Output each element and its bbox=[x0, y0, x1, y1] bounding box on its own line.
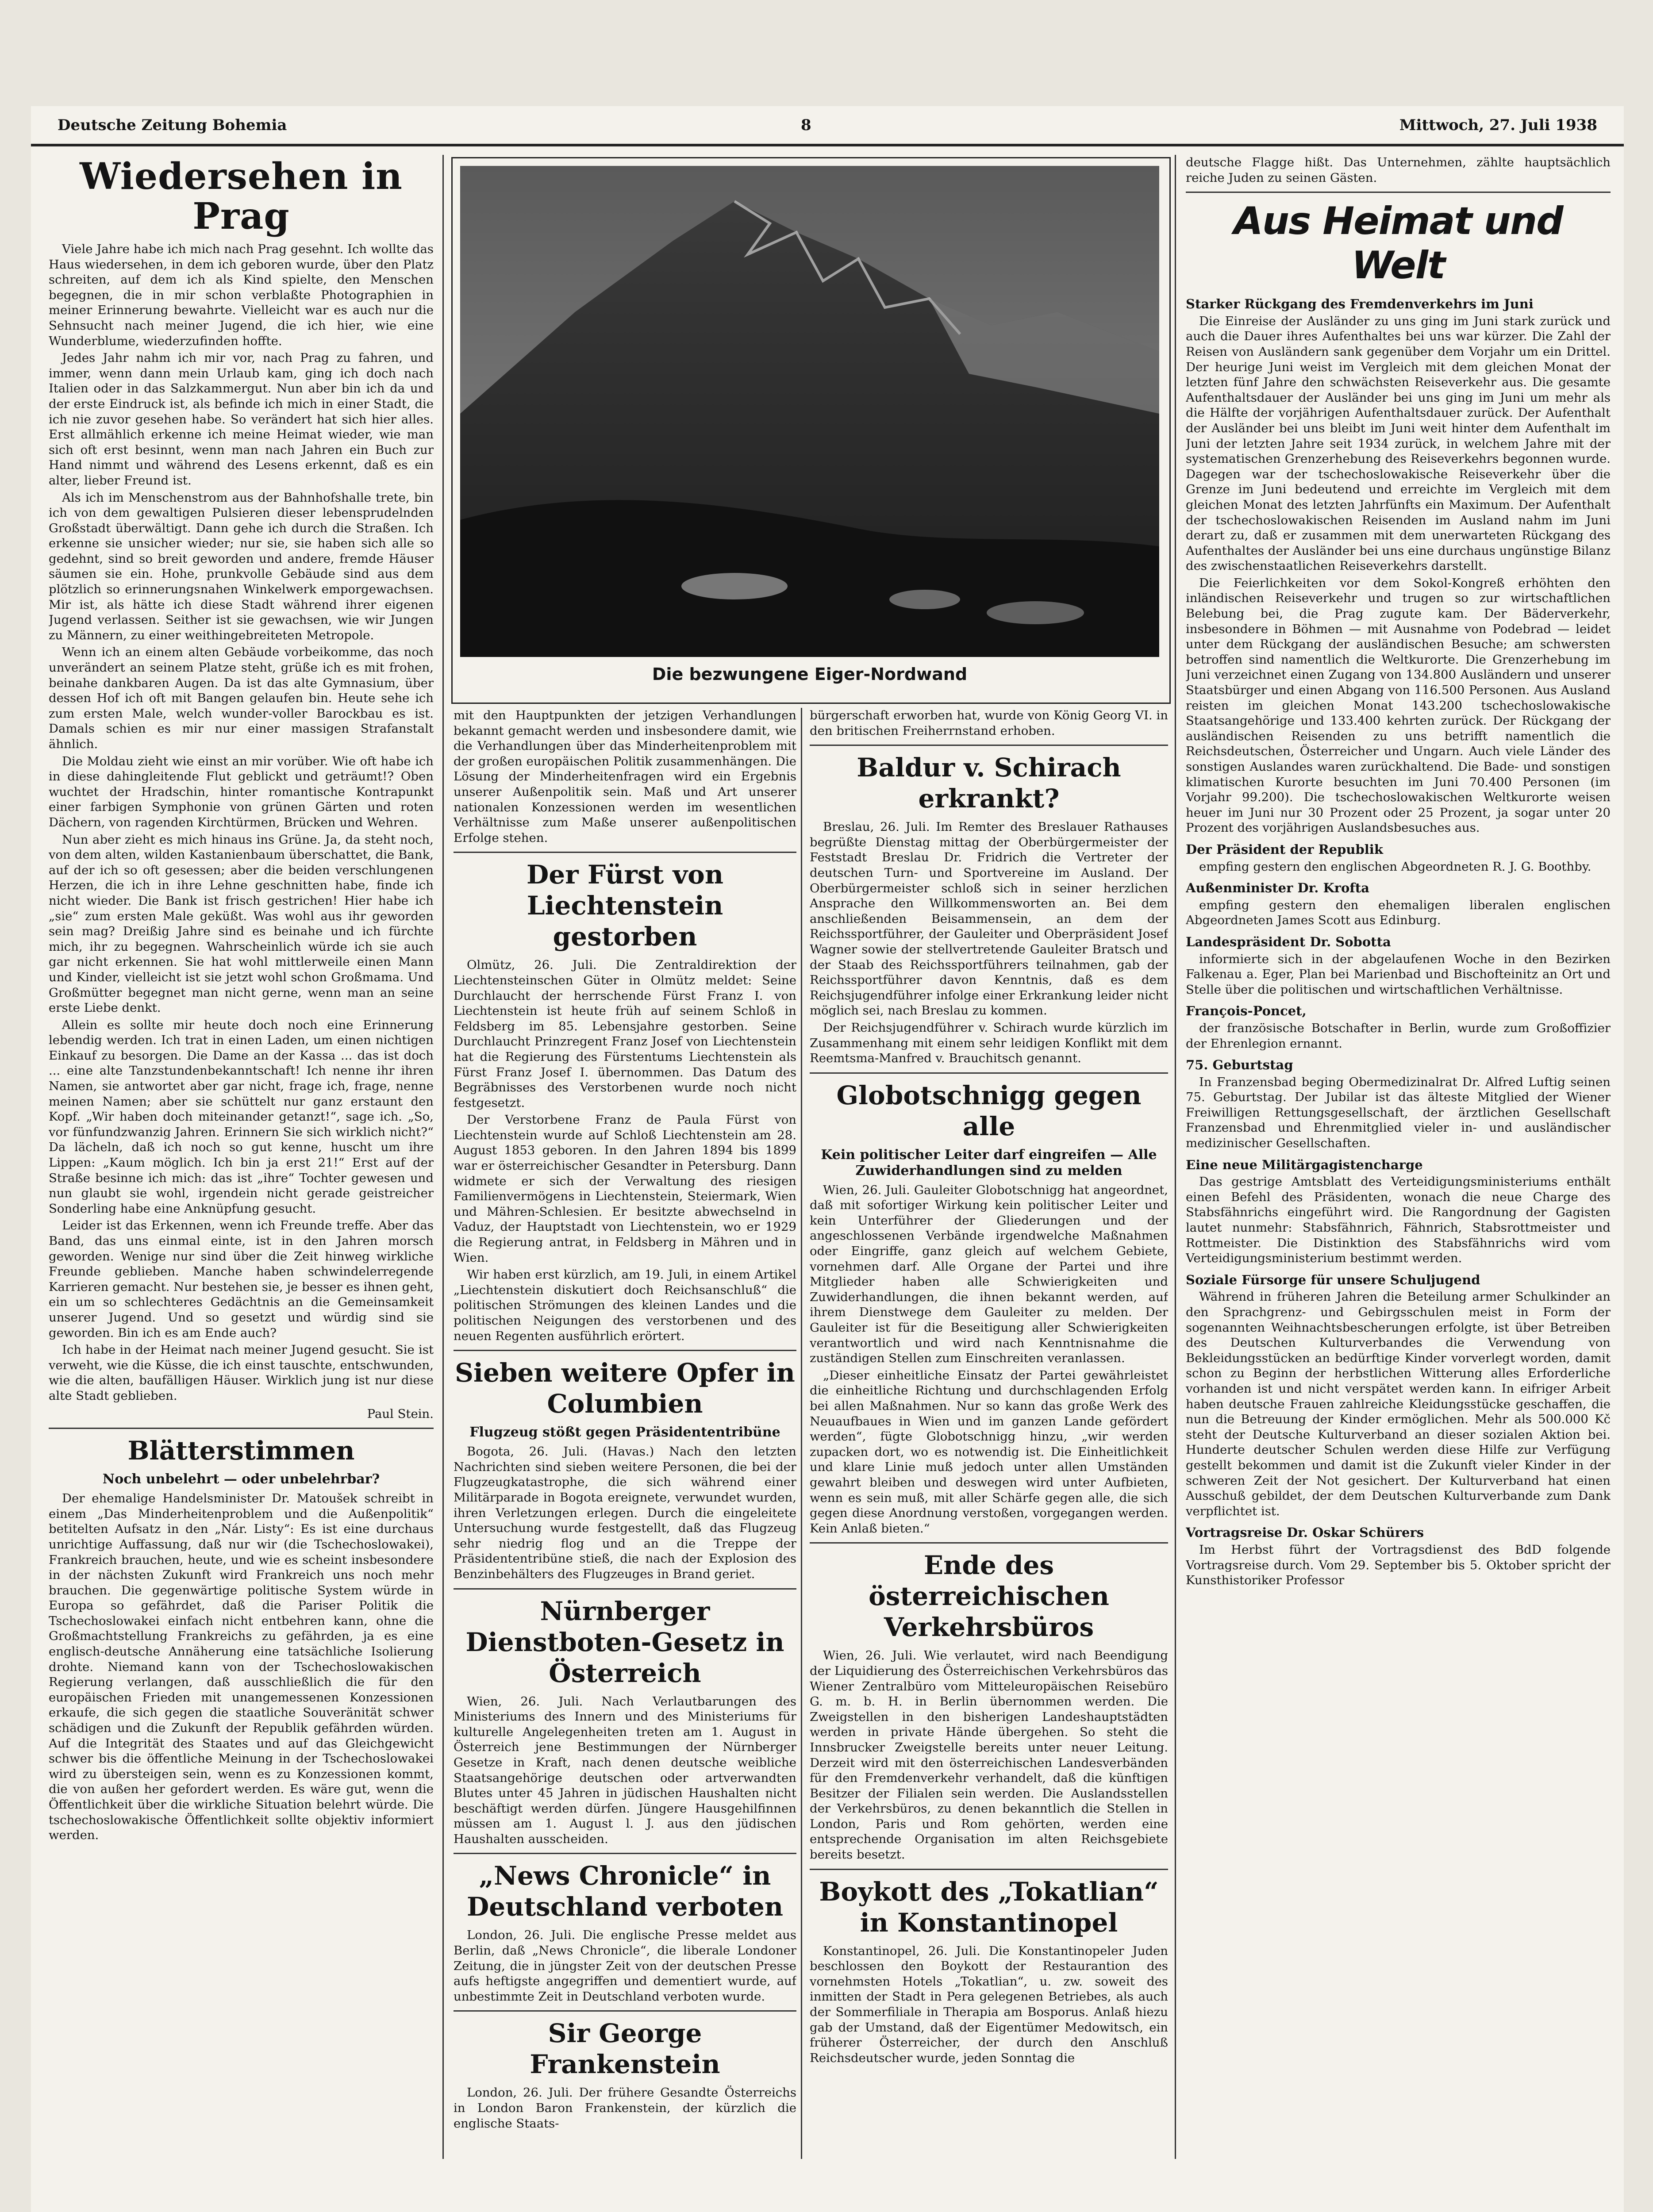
paragraph: Wien, 26. Juli. Wie verlautet, wird nach Beendigung der Liquidierung des Österreichischen Verkehrsbüros das Wiener Zentralbüro vom Mitteleuropäischen Reisebüro G. m. b. H. in Berlin übernommen werden. Die Zweigstellen in den bisherigen Landeshauptstädten werden in private Hände übergehen. So steht die Innsbrucker Zweigstelle bereits unter neuer Leitung. Derzeit wird mit den österreichischen Landesverbänden für den Fremdenverkehr verhandelt, daß die künftigen Besitzer der Filialen sein werden. Die Auslandsstellen der Verkehrsbüros, zu denen bekanntlich die Stellen in London, Paris und Rom gehörten, werden eine entsprechende Organisation im alten Reichsgebiete bereits besetzt. bbox=[810, 1648, 1168, 1862]
paragraph: Wir haben erst kürzlich, am 19. Juli, in einem Artikel „Liechtenstein diskutiert doch Reichsanschluß“ die politischen Strömungen des kleinen Landes und die politischen Neigungen des verstorbenen und des neuen Regenten ausführlich erörtert. bbox=[454, 1267, 796, 1343]
column-3 bbox=[810, 708, 1168, 2159]
section-title: Aus Heimat und Welt bbox=[1234, 199, 1563, 288]
paragraph: Wenn ich an einem alten Gebäude vorbeikomme, das noch unverändert an seinem Platze steht, grüße ich es mit frohen, beinahe dankbaren Augen. Da ist das alte Gymnasium, über dessen Hof ich oft mit Bangen gelaufen bin. Heute sehe ich zum ersten Male, welch wunder-voller Barockbau es ist. Damals schien es mir nur einer massigen Strafanstalt ähnlich. bbox=[49, 645, 434, 751]
news-item-heading: Außenminister Dr. Krofta bbox=[1186, 880, 1369, 896]
section-divider bbox=[454, 2010, 796, 2012]
paragraph: Jedes Jahr nahm ich mir vor, nach Prag zu fahren, und immer, wenn dann mein Urlaub kam, ging ich doch nach Italien oder in das Salzkammergut. Nun aber bin ich da und der erste Eindruck ist, als befinde ich mich in einer Stadt, die ich nie zuvor gesehen habe. So verändert hat sich hier alles. Erst allmählich erkenne ich meine Heimat wieder, wie man sich oft erst besinnt, wenn man nach Jahren ein Buch zur Hand nimmt und während des Lesens erkennt, daß es ein alter, lieber Freund ist. bbox=[49, 351, 434, 488]
article-headline: Sieben weitere Opfer in Columbien bbox=[455, 1358, 795, 1419]
article-kicker: Flugzeug stößt gegen Präsidententribüne bbox=[469, 1425, 780, 1440]
paragraph: Allein es sollte mir heute doch noch eine Erinnerung lebendig werden. Ich trat in einen Laden, um einen nichtigen Einkauf zu besorgen. Die Dame an der Kassa ... das ist doch ... eine alte Tanzstundenbekanntschaft! Ich nenne ihr ihren Namen, sie antwortet aber gar nicht, frage ich, frage, nenne meinen Namen; aber sie schüttelt nur ganz erstaunt den Kopf. „Wir haben doch miteinander getanzt!“, sage ich. „So, vor fünfundzwanzig Jahren. Erinnern Sie sich wirklich nicht?“ Da lächeln, daß ich noch so gut kenne, huscht um ihre Lippen: „Kaum möglich. Ich bin ja erst 21!“ Erst auf der Straße besinne ich mich: das ist „ihre“ Tochter gewesen und nun glaubt sie wohl, irgendein nicht gerade geistreicher Sonderling habe eine Anknüpfung gesucht. bbox=[49, 1018, 434, 1216]
paragraph: Wien, 26. Juli. Nach Verlautbarungen des Ministeriums des Innern und des Ministeriums für kulturelle Angelegenheiten treten am 1. August in Österreich jene Bestimmungen der Nürnberger Gesetze in Kraft, nach denen deutsche weibliche Staatsangehörige deutschen oder artverwandten Blutes unter 45 Jahren in jüdischen Haushalten nicht beschäftigt werden dürfen. Jüngere Hausgehilfinnen müssen am 1. August l. J. aus den jüdischen Haushalten ausscheiden. bbox=[454, 1694, 796, 1846]
article-headline: Der Fürst von Liechtenstein gestorben bbox=[526, 860, 724, 952]
news-item-heading: Soziale Fürsorge für unsere Schuljugend bbox=[1186, 1272, 1480, 1287]
eiger-north-face-image bbox=[460, 166, 1159, 657]
article-title: Wiedersehen in Prag bbox=[80, 155, 403, 238]
article-headline: „News Chronicle“ in Deutschland verboten bbox=[466, 1861, 784, 1922]
article-headline: Nürnberger Dienstboten-Gesetz in Österreich bbox=[465, 1596, 784, 1688]
paragraph: Wien, 26. Juli. Gauleiter Globotschnigg hat angeordnet, daß mit sofortiger Wirkung kein politischer Leiter und kein Unterführer der Gliederungen und der angeschlossenen Verbände irgendwelche Maßnahmen oder Eingriffe, ganz gleich auf welchem Gebiete, vornehmen darf. Alle Organe der Partei und ihre Mitglieder haben alle Schwierigkeiten und Zuwiderhandlungen, die ihnen bekannt werden, auf ihrem Dienstwege dem Gauleiter zu melden. Der Gauleiter ist für die Beseitigung aller Schwierigkeiten verantwortlich und wird nach Kenntnisnahme die zuständigen Stellen zum Einschreiten veranlassen. bbox=[810, 1183, 1168, 1366]
paragraph: Das gestrige Amtsblatt des Verteidigungsministeriums enthält einen Befehl des Präsidenten, wonach die neue Charge des Stabsfähnrichs eingeführt wird. Die Rangordnung der Gagisten lautet nunmehr: Stabsfähnrich, Fähnrich, Stabsrottmeister und Rottmeister. Die Distinktion des Stabsfähnrichs wird vom Verteidigungsministerium bestimmt werden. bbox=[1186, 1175, 1611, 1266]
section-divider bbox=[454, 1350, 796, 1351]
article-kicker: Noch unbelehrt — oder unbelehrbar? bbox=[102, 1471, 380, 1487]
news-item-heading: François-Poncet, bbox=[1186, 1003, 1307, 1019]
paragraph: Der ehemalige Handelsminister Dr. Matoušek schreibt in einem „Das Minderheitenproblem und die Außenpolitik“ betitelten Aufsatz in den „Nár. Listy“: Es ist eine durchaus unrichtige Auffassung, daß nur wir (die Tschechoslowakei), Frankreich brauchen, heute, und wie es scheint insbesondere in der nächsten Zukunft wird Frankreich uns noch mehr brauchen. Die gegenwärtige politische System würde in Europa so gefährdet, daß die Pariser Politik die Tschechoslowakei einfach nicht entbehren kann, ohne die Großmachtstellung Frankreichs zu gefährden, ja es eine englisch-deutsche Annäherung eine tatsächliche Isolierung drohte. Niemand kann von der Tschechoslowakischen Regierung verlangen, daß ausschließlich die für den europäischen Frieden mit unangemessenen Konzessionen erkaufe, die sich gegen die staatliche Souveränität schwer schädigen und die Zukunft der Republik gefährden würden. Auf die Integrität des Staates und auf das Gleichgewicht schwer bis die öffentliche Meinung in der Tschechoslowakei wird zu übersteigen sein, wenn es zu Konzessionen kommt, die von außen her gefordert werden. Es wäre gut, wenn die Öffentlichkeit über die wirkliche Situation belehrt würde. Die tschechoslowakische Öffentlichkeit sollte objektiv informiert werden. bbox=[49, 1491, 434, 1843]
article-headline: Sir George Frankenstein bbox=[530, 2018, 720, 2080]
news-item-heading: 75. Geburtstag bbox=[1186, 1057, 1293, 1073]
section-title: Blätterstimmen bbox=[127, 1436, 355, 1466]
paragraph: Nun aber zieht es mich hinaus ins Grüne. Ja, da steht noch, von dem alten, wilden Kastanienbaum überschattet, die Bank, auf der ich so oft gesessen; aber die beiden verschlungenen Herzen, die ich in ihre Lehne geschnitten habe, finde ich nicht wieder. Die Bank ist frisch gestrichen! Hier habe ich „sie“ zum ersten Male geküßt. Was wohl aus ihr geworden sein mag? Dreißig Jahre sind es beinahe und ich fürchte mich, ihr zu begegnen. Wahrscheinlich würde ich sie auch gar nicht erkennen. Sie hat wohl mittlerweile einen Mann und Kinder, vielleicht ist sie jetzt wohl schon Großmama. Und Großmütter begegnet man nicht gerne, wenn man an seine erste Liebe denkt. bbox=[49, 832, 434, 1015]
column-4 bbox=[1186, 155, 1611, 2159]
paragraph: empfing gestern den ehemaligen liberalen englischen Abgeordneten James Scott aus Edinburg. bbox=[1186, 898, 1611, 928]
paragraph: Viele Jahre habe ich mich nach Prag gesehnt. Ich wollte das Haus wiedersehen, in dem ich geboren wurde, über den Platz schreiten, auf dem ich als Kind spielte, den Menschen begegnen, die in mir schon verblaßte Photographien in meiner Erinnerung bewahrte. Vielleicht war es auch nur die Sehnsucht nach meiner Jugend, die ich hier, wie eine Wunderblume, wiederzufinden hoffte. bbox=[49, 242, 434, 348]
paragraph: deutsche Flagge hißt. Das Unternehmen, zählte hauptsächlich reiche Juden zu seinen Gästen. bbox=[1186, 155, 1611, 185]
news-item-heading: Vortragsreise Dr. Oskar Schürers bbox=[1186, 1525, 1424, 1540]
paragraph: der französische Botschafter in Berlin, wurde zum Großoffizier der Ehrenlegion ernannt. bbox=[1186, 1021, 1611, 1051]
news-item-heading: Starker Rückgang des Fremdenverkehrs im Juni bbox=[1186, 296, 1534, 312]
section-divider bbox=[454, 1588, 796, 1590]
paragraph: Ich habe in der Heimat nach meiner Jugend gesucht. Sie ist verweht, wie die Küsse, die ich einst tauschte, entschwunden, wie die alten, baufälligen Häuser. Wirklich jung ist nur diese alte Stadt geblieben. bbox=[49, 1343, 434, 1403]
news-item-heading: Der Präsident der Republik bbox=[1186, 841, 1383, 857]
news-item-heading: Eine neue Militärgagistencharge bbox=[1186, 1157, 1423, 1172]
paragraph: Während in früheren Jahren die Beteilung armer Schulkinder an den Sprachgrenz- und Gebirgsschulen meist in Form der sogenannten Weihnachtsbescherungen erfolgte, ist über Betreiben des Deutschen Kulturverbandes die Verwendung von Bekleidungsstücken an bedürftige Kinder vorverlegt worden, damit schon zu Beginn der herbstlichen Witterung alles Erforderliche vorhanden ist und nicht verspätet werden kann. In eifriger Arbeit haben deutsche Frauen zahlreiche Kleidungsstücke geschaffen, die nun die Betreuung der Kinder ermöglichen. Mehr als 500.000 Kč steht der Deutsche Kulturverband an dieser sozialen Aktion bei. Hunderte deutscher Schulen werden diese Hilfe zur Verfügung gestellt bekommen und damit ist die Zukunft vieler Kinder in der schweren Zeit der Not gesichert. Der Kulturverband hat einen Ausschuß gebildet, der dem Deutschen Kulturverbande zum Dank verpflichtet ist. bbox=[1186, 1290, 1611, 1518]
paragraph: Der Reichsjugendführer v. Schirach wurde kürzlich im Zusammenhang mit einem sehr leidigen Konflikt mit dem Reemtsma-Manfred v. Brauchitsch genannt. bbox=[810, 1020, 1168, 1066]
column-1 bbox=[49, 155, 434, 2159]
section-divider bbox=[454, 852, 796, 853]
section-divider bbox=[1186, 192, 1611, 193]
paragraph: empfing gestern den englischen Abgeordneten R. J. G. Boothby. bbox=[1199, 859, 1591, 874]
column-rule bbox=[1175, 155, 1176, 2159]
paragraph: Als ich im Menschenstrom aus der Bahnhofshalle trete, bin ich von dem gewaltigen Pulsieren dieser lebensprudelnden Großstadt überwältigt. Dann gehe ich durch die Straßen. Ich erkenne sie unsicher wieder; nur sie, sie haben sich alle so gedehnt, sind so breit geworden und andere, fremde Häuser säumen sie ein. Hohe, prunkvolle Gebäude sind aus dem plötzlich so erinnerungsnahen Winkelwerk emporgewachsen. Mir ist, als hätte ich diese Stadt während ihrer eigenen Jugend verlassen. Seither ist sie gewachsen, wie wir Jungen zu Männern, zu einer weithingebreiteten Metropole. bbox=[49, 490, 434, 642]
paragraph: Die Feierlichkeiten vor dem Sokol-Kongreß erhöhten den inländischen Reiseverkehr und trugen so zur wirtschaftlichen Belebung bei, die Prag zugute kam. Der Bäderverkehr, insbesondere in Böhmen — mit Ausnahme von Podebrad — leidet unter dem Rückgang der ausländischen Besuche; am schwersten betroffen sind namentlich die Weltkurorte. Die Grenzerhebung im Juni verzeichnet einen Zugang von 134.800 Ausländern und unserer Staatsbürger und einen Abgang von 116.500 Personen. Aus Ausland reisten im gleichen Monat 143.200 tschechoslowakische Staatsangehörige und 133.400 kehrten zurück. Der Rückgang der ausländischen Reisenden zu uns betrifft namentlich die Reichsdeutschen, Österreicher und Ungarn. Auch viele Länder des sonstigen Auslandes waren zurückhaltend. Die Bade- und sonstigen klimatischen Kurorte besuchten im Juni 70.400 Personen (im Vorjahr 99.200). Die tschechoslowakischen Weltkurorte weisen heuer im Juni nur 30 Prozent oder 25 Prozent, ja sogar unter 20 Prozent des vorjährigen Auslandsbesuches aus. bbox=[1186, 576, 1611, 835]
page-number: 8 bbox=[801, 116, 811, 134]
paragraph: London, 26. Juli. Die englische Presse meldet aus Berlin, daß „News Chronicle“, die liberale Londoner Zeitung, die in jüngster Zeit von der deutschen Presse aufs heftigste angegriffen und dementiert wurde, auf unbestimmte Zeit in Deutschland verboten wurde. bbox=[454, 1928, 796, 2004]
article-headline: Boykott des „Tokatlian“ in Konstantinopel bbox=[819, 1876, 1159, 1938]
issue-date: Mittwoch, 27. Juli 1938 bbox=[1399, 116, 1597, 134]
photo-caption: Die bezwungene Eiger-Nordwand bbox=[652, 664, 968, 684]
column-rule bbox=[442, 155, 444, 2159]
paragraph: informierte sich in der abgelaufenen Woche in den Bezirken Falkenau a. Eger, Plan bei Marienbad und Bischofteinitz an Ort und Stelle über die politischen und wirtschaftlichen Verhältnisse. bbox=[1186, 952, 1611, 997]
section-divider bbox=[49, 1428, 434, 1429]
paragraph: „Dieser einheitliche Einsatz der Partei gewährleistet die einheitliche Richtung und durchschlagenden Erfolg bei allen Maßnahmen. Nur so kann das große Werk des Neuaufbaues in Wien und im ganzen Lande gefördert werden“, fügte Globotschnigg hinzu, „wir werden zupacken dort, wo es notwendig ist. Die Einheitlichkeit und klare Linie muß jedoch unter allen Umständen gewahrt bleiben und deswegen wird unter Aufbieten, wenn es sein muß, mit aller Schärfe gegen alle, die sich gegen diese Anordnung verstoßen, vorgegangen werden. Kein Anlaß bieten.“ bbox=[810, 1368, 1168, 1536]
paragraph: Im Herbst führt der Vortragsdienst des BdD folgende Vortragsreise durch. Vom 29. September bis 5. Oktober spricht der Kunsthistoriker Professor bbox=[1186, 1542, 1611, 1588]
paragraph: Breslau, 26. Juli. Im Remter des Breslauer Rathauses begrüßte Dienstag mittag der Oberbürgermeister der Feststadt Breslau Dr. Fridrich die Vertreter der deutschen Turn- und Sportvereine im Ausland. Der Oberbürgermeister schloß sich in seiner herzlichen Ansprache den Willkommensworten an. Bei dem anschließenden Beisammensein, an dem der Reichssportführer, der Gauleiter und Oberpräsident Josef Wagner sowie der stellvertretende Gauleiter Bratsch und der Staab des Reichssportführers teilnahmen, gab der Reichssportführer davon Kenntnis, daß es dem Reichsjugendführer infolge einer Erkrankung leider nicht möglich sei, nach Breslau zu kommen. bbox=[810, 820, 1168, 1018]
article-headline: Globotschnigg gegen alle bbox=[836, 1080, 1142, 1141]
article-kicker: Kein politischer Leiter darf eingreifen — Alle Zuwiderhandlungen sind zu melden bbox=[821, 1147, 1157, 1179]
running-header bbox=[31, 113, 1624, 146]
newspaper-name: Deutsche Zeitung Bohemia bbox=[58, 116, 287, 134]
author-signature: Paul Stein. bbox=[367, 1406, 434, 1421]
article-headline: Baldur v. Schirach erkrankt? bbox=[857, 753, 1121, 814]
paragraph: Olmütz, 26. Juli. Die Zentraldirektion der Liechtensteinschen Güter in Olmütz meldet: Seine Durchlaucht der herrschende Fürst Franz I. von Liechtenstein ist heute früh auf seinem Schloß in Feldsberg im 85. Lebensjahre gestorben. Seine Durchlaucht Prinzregent Franz Josef von Liechtenstein hat die Regierung des Fürstentums Liechtenstein als Fürst Franz Josef I. übernommen. Das Datum des Begräbnisses des Verstorbenen wurde noch nicht festgesetzt. bbox=[454, 958, 796, 1110]
paragraph: Die Moldau zieht wie einst an mir vorüber. Wie oft habe ich in diese dahingleitende Flut geblickt und geträumt!? Oben wuchtet der Hradschin, hinter romantische Kontrapunkt einer farbigen Symphonie von grünen Gärten und roten Dächern, von ragenden Kirchtürmen, Brücken und Wehren. bbox=[49, 754, 434, 830]
mountain-photo bbox=[460, 166, 1159, 657]
paragraph: bürgerschaft erworben hat, wurde von König Georg VI. in den britischen Freiherrnstand erhoben. bbox=[810, 708, 1168, 738]
paragraph: In Franzensbad beging Obermedizinalrat Dr. Alfred Luftig seinen 75. Geburtstag. Der Jubilar ist das älteste Mitglied der Wiener Freiwilligen Rettungsgesellschaft, der ärztlichen Gesellschaft Franzensbad und Ehrenmitglied vieler in- und ausländischer medizinischer Gesellschaften. bbox=[1186, 1075, 1611, 1151]
news-item-heading: Landespräsident Dr. Sobotta bbox=[1186, 934, 1391, 949]
paragraph: mit den Hauptpunkten der jetzigen Verhandlungen bekannt gemacht werden und insbesondere damit, wie die Verhandlungen über das Minderheitenproblem mit der großen europäischen Politik zusammenhängen. Die Lösung der Minderheitenfragen wird ein Ergebnis unserer Außenpolitik sein. Maß und Art unserer nationalen Konzessionen werden im wesentlichen Verhältnisse zum Maße unserer außenpolitischen Erfolge stehen. bbox=[454, 708, 796, 845]
section-divider bbox=[810, 745, 1168, 746]
paragraph: London, 26. Juli. Der frühere Gesandte Österreichs in London Baron Frankenstein, der kürzlich die englische Staats- bbox=[454, 2085, 796, 2131]
paragraph: Der Verstorbene Franz de Paula Fürst von Liechtenstein wurde auf Schloß Liechtenstein am 28. August 1853 geboren. In den Jahren 1894 bis 1899 war er österreichischer Gesandter in Petersburg. Dann widmete er sich der Verwaltung des riesigen Familienvermögens in Liechtenstein, Steiermark, Wien und Mähren-Schlesien. Er besitzte abwechselnd in Vaduz, der Hauptstadt von Liechtenstein, wo er 1929 die Regierung antrat, in Feldsberg in Mähren und in Wien. bbox=[454, 1113, 796, 1265]
paragraph: Konstantinopel, 26. Juli. Die Konstantinopeler Juden beschlossen den Boykott der Restaurantion des vornehmsten Hotels „Tokatlian“, u. zw. soweit des inmitten der Stadt in Pera gelegenen Betriebes, als auch der Sommerfiliale in Therapia am Bosporus. Anlaß hiezu gab der Umstand, daß der Eigentümer Medowitsch, ein früherer Österreicher, der durch den Anschluß Reichsdeutscher wurde, jeden Sonntag die bbox=[810, 1943, 1168, 2065]
section-divider bbox=[810, 1072, 1168, 1074]
paragraph: Die Einreise der Ausländer zu uns ging im Juni stark zurück und auch die Dauer ihres Aufenthaltes bei uns war kürzer. Die Zahl der Reisen von Ausländern sank gegenüber dem Vorjahr um ein Drittel. Der heurige Juni weist im Vergleich mit dem gleichen Monat der letzten fünf Jahre den schwächsten Reiseverkehr aus. Die gesamte Aufenthaltsdauer der Ausländer bei uns ging im Juni um mehr als die Hälfte der vorjährigen Aufenthaltsdauer zurück. Der Aufenthalt der Ausländer bei uns bleibt im Juni weit hinter dem Aufenthalt im Juni der letzten Jahre seit 1934 zurück, in welchem Jahre mit der systematischen Grenzerhebung des Reiseverkehrs begonnen wurde. Dagegen war der tschechoslowakische Reiseverkehr über die Grenze im Juni bedeutend und erreichte im Vergleich mit dem gleichen Monat des letzten Jahrfünfts ein Maximum. Der Aufenthalt der tschechoslowakischen Reisenden im Ausland nahm im Juni derart zu, daß er zusammen mit dem unerwarteten Rückgang des Aufenthaltes der Ausländer bei uns eine durchaus ungünstige Bilanz des zwischenstaatlichen Reiseverkehrs darstellt. bbox=[1186, 314, 1611, 573]
section-divider bbox=[810, 1869, 1168, 1870]
paragraph: Leider ist das Erkennen, wenn ich Freunde treffe. Aber das Band, das uns einmal einte, ist in den Jahren morsch geworden. Wenige nur sind über die Zeit hinweg wirkliche Freunde geblieben. Manche haben schwindelerregende Karrieren gemacht. Nur bestehen sie, je besser es ihnen geht, ein um so schlechteres Gedächtnis an die Gemeinsamkeit unserer Jugend. Und so gesetzt und würdig sind sie geworden. Bin ich es am Ende auch? bbox=[49, 1218, 434, 1340]
paragraph: Bogota, 26. Juli. (Havas.) Nach den letzten Nachrichten sind sieben weitere Personen, die bei der Flugzeugkatastrophe, die sich während einer Militärparade in Bogota ereignete, verwundet wurden, ihren Verletzungen erlegen. Durch die eingeleitete Untersuchung wurde festgestellt, daß das Flugzeug sehr niedrig flog und an die Treppe der Präsidententribüne stieß, die nach der Explosion des Benzinbehälters des Flugzeuges in Brand geriet. bbox=[454, 1444, 796, 1581]
article-headline: Ende des österreichischen Verkehrsbüros bbox=[869, 1550, 1109, 1643]
section-divider bbox=[810, 1542, 1168, 1544]
column-2 bbox=[454, 708, 796, 2159]
column-rule bbox=[801, 708, 802, 2159]
section-divider bbox=[454, 1853, 796, 1854]
